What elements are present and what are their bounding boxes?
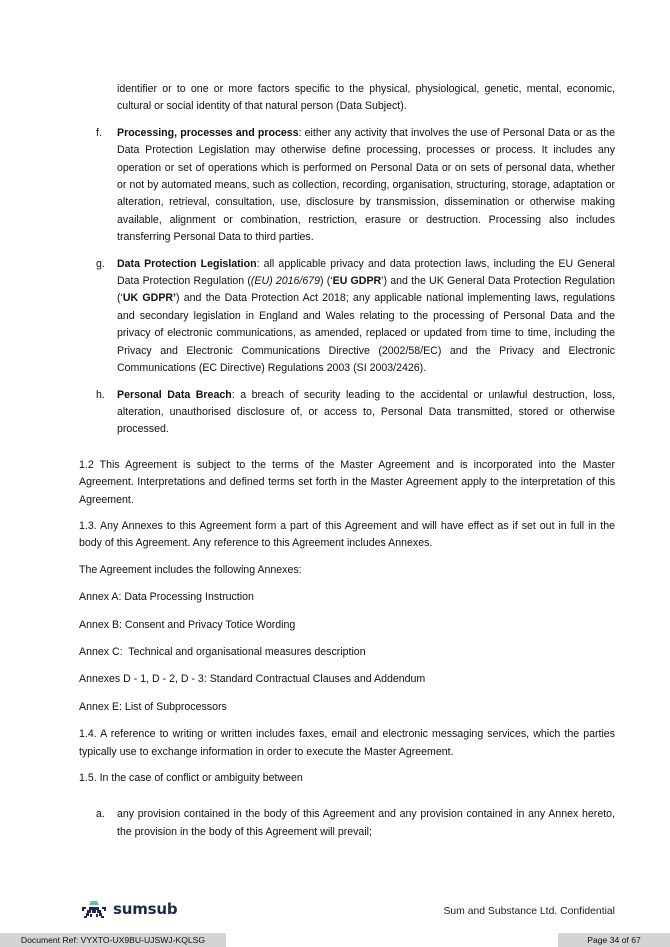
clause-1-3: 1.3. Any Annexes to this Agreement form a part of this Agreement and will have effect as if set out in full in the body of this Agreement. Any reference to this Agreement includes Annexes. (79, 519, 615, 550)
definition-item-g (79, 256, 615, 378)
logo-wordmark: sumsub (113, 900, 178, 919)
sub-item-text: any provision contained in the body of this Agreement and any provision contained in any Annex hereto, the provision in the body of this Agreement will prevail; (117, 808, 615, 838)
sumsub-logo-icon (79, 899, 109, 921)
definition-text: : all applicable privacy and data protection laws, including the EU General Data Protection Regulation ( (117, 257, 615, 288)
definition-item-f (79, 125, 615, 247)
clause-1-5-item-a (79, 806, 615, 841)
annex-b: Annex B: Consent and Privacy Totice Wording (79, 618, 296, 631)
annex-a: Annex A: Data Processing Instruction (79, 591, 254, 604)
definition-term: Processing, processes and process (117, 126, 299, 139)
annex-intro: The Agreement includes the following Annexes: (79, 563, 302, 576)
clause-1-4: 1.4. A reference to writing or written includes faxes, email and electronic messaging services, which the parties typically use to exchange information in order to execute the Master Agreement. (79, 728, 615, 758)
definition-item-h (79, 387, 615, 439)
clause-1-2: 1.2 This Agreement is subject to the terms of the Master Agreement and is incorporated into the Master Agreement. Interpretations and defined terms set forth in the Master Agreement apply to the interpretation of this Agreement. (79, 458, 615, 506)
definition-term: Data Protection Legislation (117, 257, 257, 270)
regulation-reference: (EU) 2016/679 (250, 275, 321, 288)
annex-e: Annex E: List of Subprocessors (79, 700, 227, 713)
definition-text: ) and the Data Protection Act 2018; any applicable national implementing laws, regulations and secondary legislation in England and Wales relating to the processing of Personal Data and the privacy of electronic communications, as amended, replaced or updated from time to time, including the Privacy and Electronic Communications Directive (2002/58/EC) and the Privacy and Electronic Communications (EC Directive) Regulations 2003 (SI 2003/2426). (117, 292, 616, 375)
definition-continuation: identifier or to one or more factors specific to the physical, physiological, genetic, mental, economic, cultural or social identity of that natural person (Data Subject). (117, 83, 615, 113)
document-ref: Document Ref: VYXTO-UX9BU-UJSWJ-KQLSG (0, 933, 226, 947)
definition-text: : either any activity that involves the use of Personal Data or as the Data Protection Legislation may otherwise define processing, processes or process. It includes any operation or set of operations which is performed on Personal Data or on sets of personal data, whether or not by automated means, such as collection, recording, organisation, structuring, storage, adaptation or alteration, retrieval, consultation, use, disclosure by transmission, dissemination or otherwise making available, alignment or combination, restriction, erasure or destruction. Processing also includes transferring Personal Data to third parties. (117, 126, 615, 244)
confidentiality-notice: Sum and Substance Ltd. Confidential (443, 906, 615, 917)
list-marker: g. (96, 257, 105, 270)
defined-term-eu-gdpr: EU GDPR (332, 275, 382, 288)
annex-c: Annex C: Technical and organisational measures description (79, 645, 366, 658)
clause-1-5: 1.5. In the case of conflict or ambiguity between (79, 772, 303, 784)
page-content (79, 81, 615, 841)
annex-d: Annexes D - 1, D - 2, D - 3: Standard Contractual Clauses and Addendum (79, 673, 426, 686)
definition-text: ’) and the UK General Data Protection Regulation (‘ (117, 275, 615, 305)
definition-text: : a breach of security leading to the accidental or unlawful destruction, loss, alteration, unauthorised disclosure of, or access to, Personal Data transmitted, stored or otherwise processed. (117, 388, 615, 436)
footer-logo (79, 898, 177, 922)
definition-text: ) (‘ (320, 275, 333, 288)
defined-term-uk-gdpr: UK GDPR’ (122, 292, 176, 305)
definition-term: Personal Data Breach (117, 388, 232, 401)
list-marker: f. (96, 126, 102, 139)
list-marker: a. (96, 808, 105, 821)
page-number: Page 34 of 67 (558, 933, 670, 947)
list-marker: h. (96, 388, 105, 401)
